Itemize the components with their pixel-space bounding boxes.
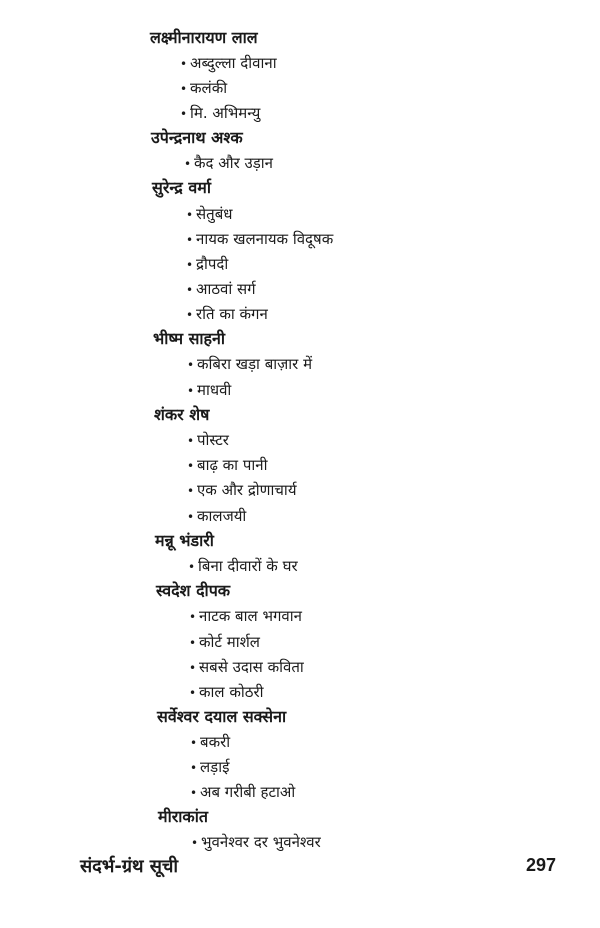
work-item bbox=[186, 229, 333, 250]
bullet-icon: • bbox=[189, 636, 197, 650]
work-title: बिना दीवारों के घर bbox=[198, 557, 298, 575]
work-title: नायक खलनायक विदूषक bbox=[196, 230, 334, 248]
author-heading: लक्ष्मीनारायण लाल bbox=[150, 28, 258, 47]
work-item bbox=[187, 354, 312, 375]
work-item bbox=[180, 78, 227, 99]
work-item bbox=[180, 103, 260, 124]
work-item bbox=[184, 153, 273, 174]
footer-section-title: संदर्भ-ग्रंथ सूची bbox=[80, 856, 179, 877]
work-title: एक और द्रोणाचार्य bbox=[197, 481, 297, 499]
work-item bbox=[189, 682, 263, 703]
work-item bbox=[190, 782, 295, 803]
work-item bbox=[186, 304, 268, 325]
bullet-icon: • bbox=[190, 786, 198, 800]
work-title: अब्दुल्ला दीवाना bbox=[190, 54, 277, 72]
work-item bbox=[187, 380, 231, 401]
bullet-icon: • bbox=[184, 157, 192, 171]
work-item bbox=[180, 53, 277, 74]
bullet-icon: • bbox=[189, 686, 197, 700]
work-item bbox=[188, 556, 298, 577]
bullet-icon: • bbox=[191, 836, 199, 850]
bullet-icon: • bbox=[187, 384, 195, 398]
bullet-icon: • bbox=[186, 258, 194, 272]
author-heading: शंकर शेष bbox=[154, 405, 210, 424]
author-heading: सर्वेश्वर दयाल सक्सेना bbox=[157, 707, 287, 726]
bullet-icon: • bbox=[186, 283, 194, 297]
author-heading: स्वदेश दीपक bbox=[156, 581, 231, 600]
work-title: माधवी bbox=[197, 381, 232, 399]
work-title: मि. अभिमन्यु bbox=[190, 104, 261, 122]
work-title: कोर्ट मार्शल bbox=[199, 633, 260, 651]
work-item bbox=[186, 279, 256, 300]
bullet-icon: • bbox=[189, 610, 197, 624]
author-heading: सुरेन्द्र वर्मा bbox=[152, 178, 211, 197]
page-number: 297 bbox=[526, 855, 557, 875]
bullet-icon: • bbox=[190, 761, 198, 775]
work-title: नाटक बाल भगवान bbox=[199, 607, 302, 625]
work-item bbox=[187, 455, 267, 476]
work-title: सेतुबंध bbox=[196, 205, 233, 223]
bullet-icon: • bbox=[187, 434, 195, 448]
work-title: अब गरीबी हटाओ bbox=[200, 783, 296, 801]
author-heading: उपेन्द्रनाथ अश्क bbox=[151, 128, 243, 147]
bullet-icon: • bbox=[187, 358, 195, 372]
bullet-icon: • bbox=[180, 57, 188, 71]
author-heading: मन्नू भंडारी bbox=[155, 531, 214, 550]
work-title: आठवां सर्ग bbox=[196, 280, 256, 298]
work-title: कालजयी bbox=[197, 507, 247, 525]
work-item bbox=[190, 732, 230, 753]
work-title: काल कोठरी bbox=[199, 683, 264, 701]
work-item bbox=[187, 480, 297, 501]
bullet-icon: • bbox=[187, 484, 195, 498]
work-title: द्रौपदी bbox=[196, 255, 229, 273]
bullet-icon: • bbox=[180, 107, 188, 121]
bullet-icon: • bbox=[189, 661, 197, 675]
work-item bbox=[191, 832, 321, 853]
work-item bbox=[190, 757, 229, 778]
bullet-icon: • bbox=[188, 560, 196, 574]
work-title: कबिरा खड़ा बाज़ार में bbox=[197, 355, 313, 373]
bullet-icon: • bbox=[190, 736, 198, 750]
work-title: बाढ़ का पानी bbox=[197, 456, 268, 474]
work-item bbox=[187, 430, 229, 451]
bullet-icon: • bbox=[187, 510, 195, 524]
author-heading: भीष्म साहनी bbox=[153, 329, 226, 348]
bullet-icon: • bbox=[186, 308, 194, 322]
bullet-icon: • bbox=[180, 82, 188, 96]
work-title: सबसे उदास कविता bbox=[199, 658, 304, 676]
work-title: पोस्टर bbox=[197, 431, 229, 449]
work-title: रति का कंगन bbox=[196, 305, 268, 323]
work-title: लड़ाई bbox=[200, 758, 230, 776]
author-heading: मीराकांत bbox=[158, 807, 208, 826]
work-item bbox=[187, 506, 246, 527]
work-title: कलंकी bbox=[190, 79, 228, 97]
work-item bbox=[189, 606, 302, 627]
work-title: भुवनेश्वर दर भुवनेश्वर bbox=[201, 833, 321, 851]
work-item bbox=[189, 657, 304, 678]
bullet-icon: • bbox=[186, 233, 194, 247]
work-title: बकरी bbox=[200, 733, 231, 751]
work-item bbox=[186, 254, 228, 275]
work-item bbox=[189, 632, 260, 653]
bullet-icon: • bbox=[187, 459, 195, 473]
work-title: कैद और उड़ान bbox=[194, 154, 273, 172]
bullet-icon: • bbox=[186, 208, 194, 222]
work-item bbox=[186, 204, 232, 225]
